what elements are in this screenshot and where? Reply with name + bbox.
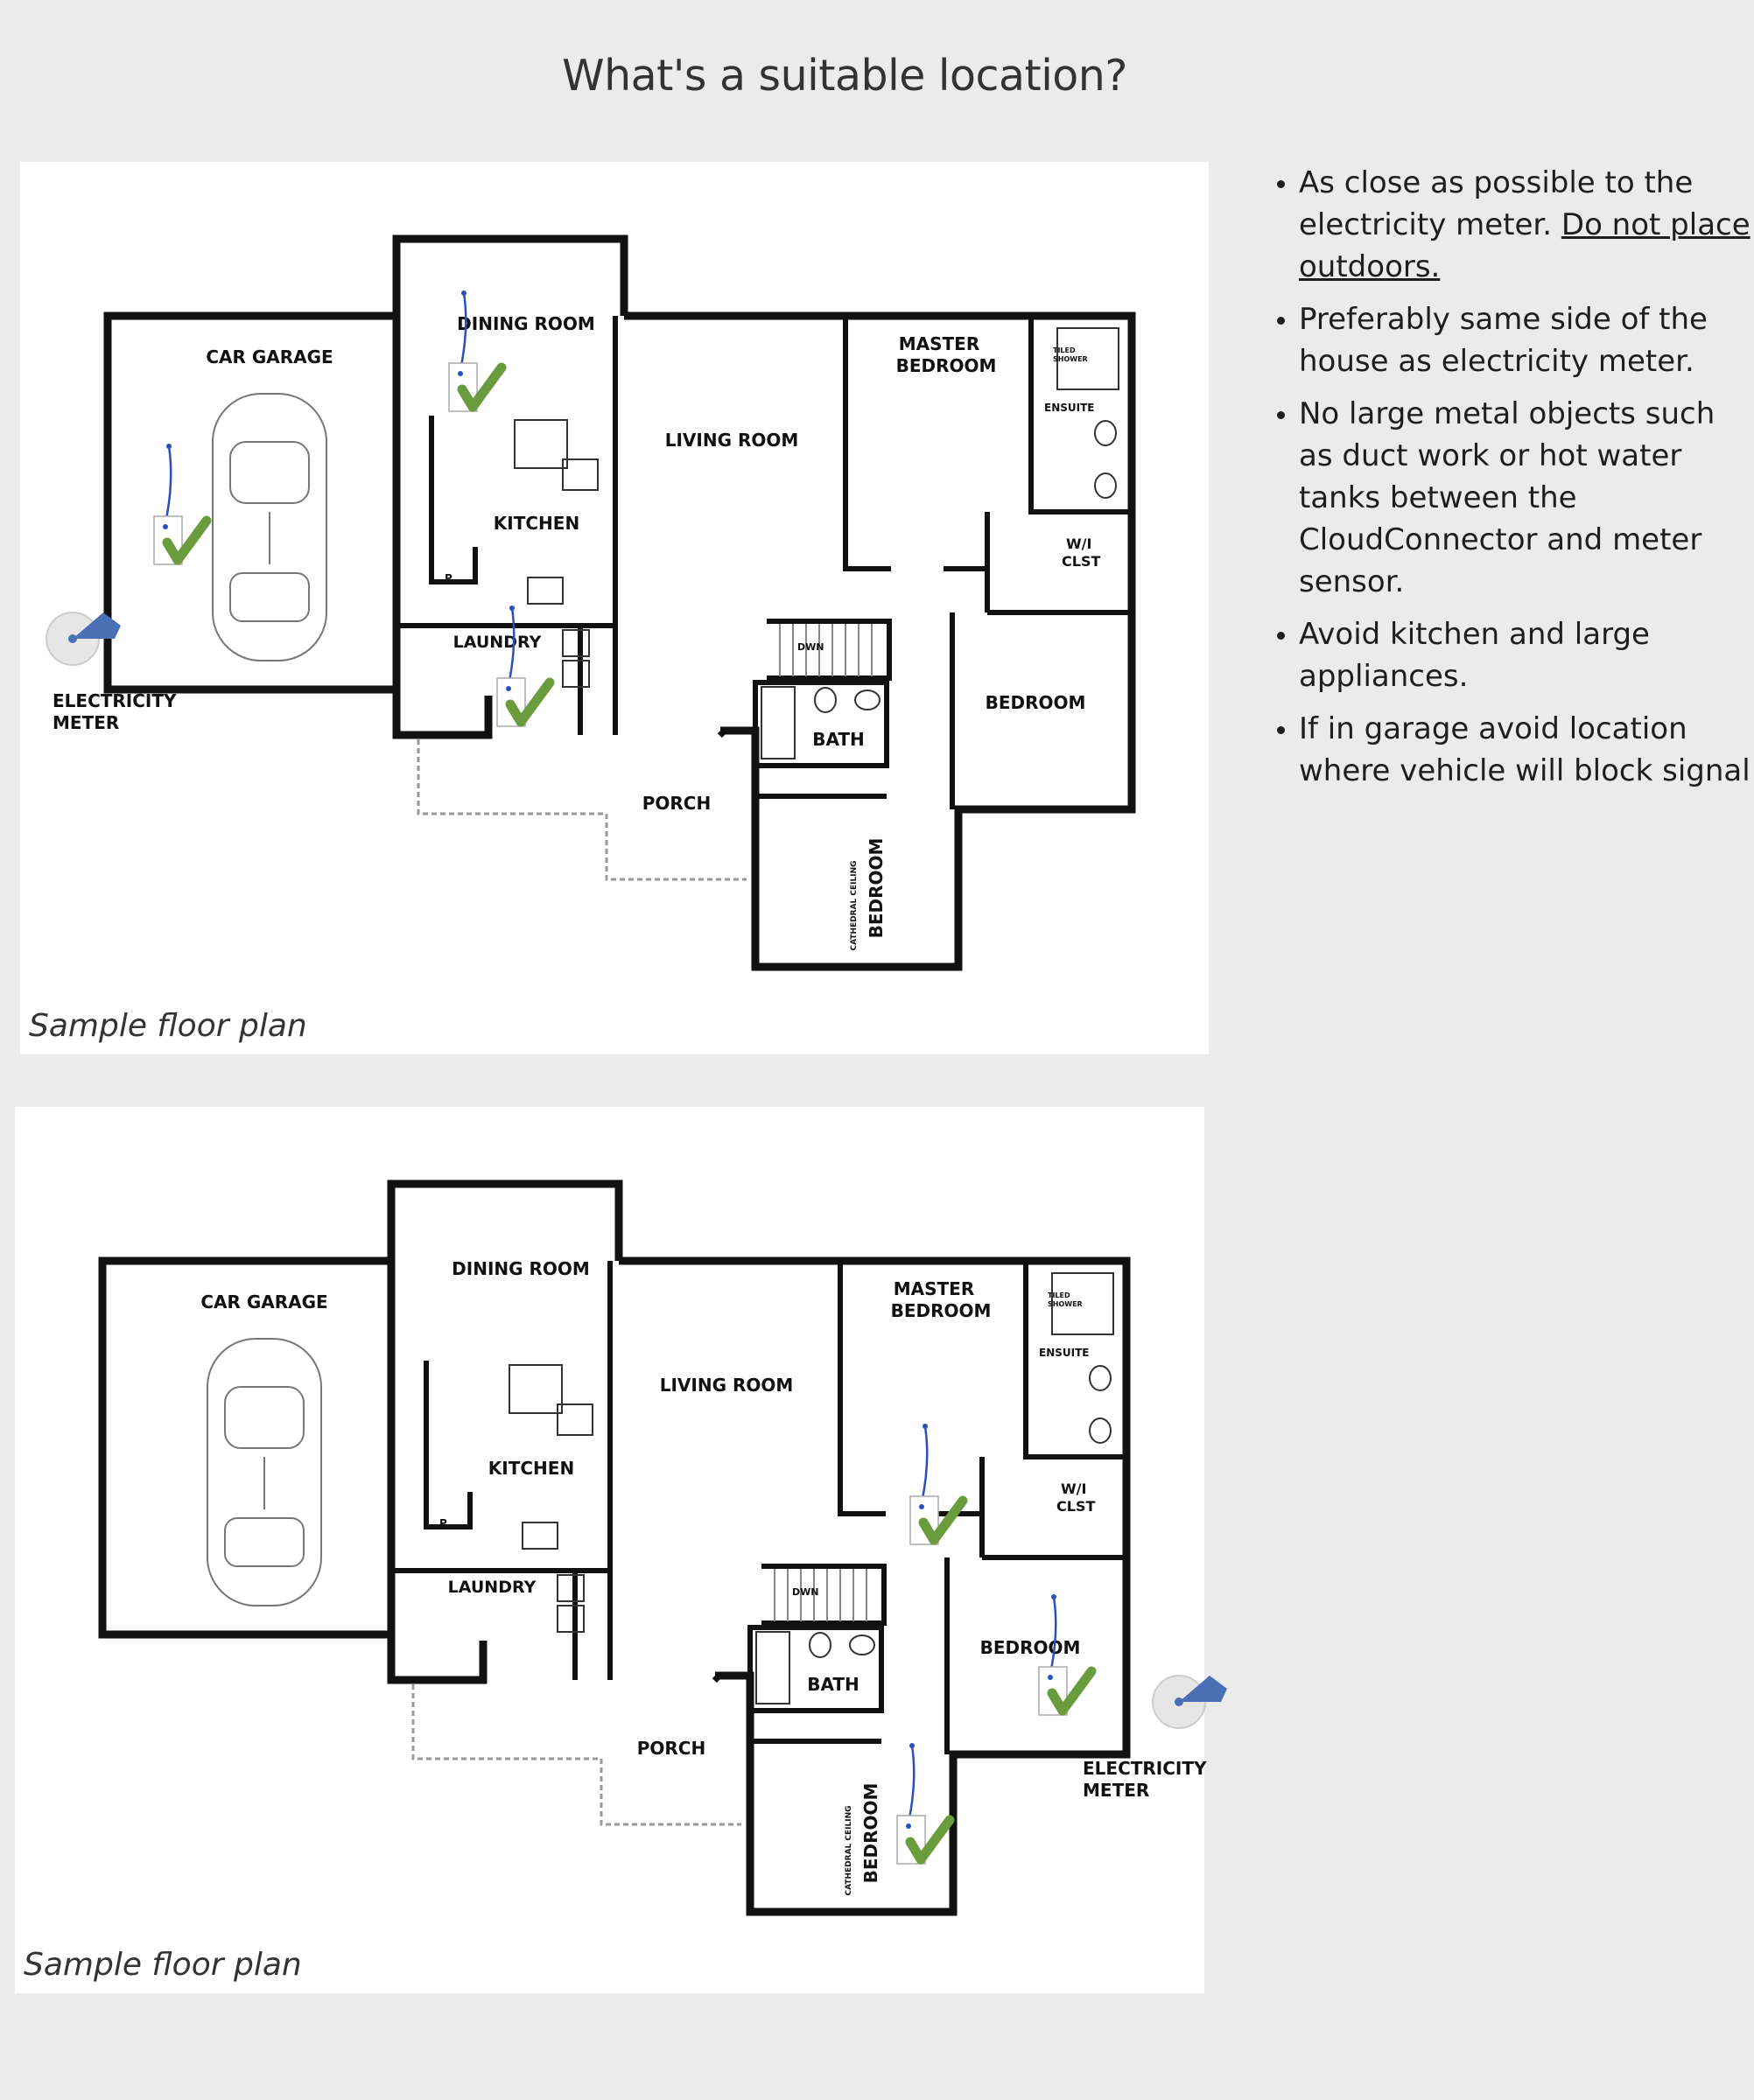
porch-side xyxy=(720,731,725,735)
label-car-garage: CAR GARAGE xyxy=(206,346,333,368)
label-kitchen: KITCHEN xyxy=(488,1458,575,1479)
label-bedroom: BEDROOM xyxy=(985,692,1086,713)
label-shower: SHOWER xyxy=(1053,355,1088,363)
tip-item-2: • Preferably same side of the house as electricity meter. xyxy=(1299,298,1754,382)
bath-walls xyxy=(755,682,887,766)
meter-label: ELECTRICITY xyxy=(53,690,177,711)
label-dwn: DWN xyxy=(792,1586,819,1598)
car-icon xyxy=(207,1339,321,1606)
kitchen-outer-wall xyxy=(391,1634,483,1680)
dining-kitchen-walls xyxy=(396,239,624,316)
meter-label: ELECTRICITY xyxy=(1083,1758,1207,1779)
plan-caption-2: Sample floor plan xyxy=(24,1947,302,1983)
label-clst: CLST xyxy=(1062,553,1101,570)
meter-label: METER xyxy=(1083,1780,1150,1801)
label-kitchen: KITCHEN xyxy=(493,513,580,534)
label-bedroom-vertical: BEDROOM xyxy=(860,1782,881,1884)
tip-item-3: • No large metal objects such as duct work or hot water tanks between the CloudConnector and meter sensor. xyxy=(1299,393,1754,603)
tip-underlined-warning: Do not place outdoors. xyxy=(1299,207,1750,284)
label-master-bedroom-2: BEDROOM xyxy=(890,1300,992,1321)
label-dwn: DWN xyxy=(797,641,824,653)
floor-plan-diagram xyxy=(15,1107,1205,1999)
label-living-room: LIVING ROOM xyxy=(659,1375,794,1396)
label-dining-room: DINING ROOM xyxy=(457,313,595,334)
dining-kitchen-walls xyxy=(391,1184,619,1261)
label-clst: CLST xyxy=(1056,1498,1096,1515)
counter xyxy=(426,1361,470,1527)
stairs xyxy=(775,1569,866,1621)
electricity-meter-icon xyxy=(1153,1676,1227,1728)
stairs xyxy=(780,624,872,676)
sensor-wire-icon xyxy=(1050,1597,1056,1674)
label-master-bedroom-2: BEDROOM xyxy=(895,355,997,376)
label-ensuite: ENSUITE xyxy=(1044,402,1095,414)
label-car-garage: CAR GARAGE xyxy=(200,1292,328,1312)
counter xyxy=(431,416,475,582)
label-shower: SHOWER xyxy=(1048,1300,1083,1308)
label-pantry: P xyxy=(445,572,453,584)
floor-plan-card-2 xyxy=(15,1107,1207,1993)
page-title: What's a suitable location? xyxy=(562,51,1127,101)
label-laundry: LAUNDRY xyxy=(447,1578,537,1597)
label-bath: BATH xyxy=(807,1674,859,1695)
suitable-location-marker xyxy=(910,1424,963,1544)
tip-item-1: • As close as possible to the electricity meter. Do not place outdoors. xyxy=(1299,162,1754,288)
sensor-wire-icon xyxy=(922,1426,927,1503)
label-wi: W/I xyxy=(1061,1480,1087,1497)
sensor-wire-icon xyxy=(165,446,171,523)
label-bath: BATH xyxy=(812,729,865,750)
interior-wall-2 xyxy=(845,316,891,569)
label-bedroom-vertical: BEDROOM xyxy=(866,837,887,939)
label-cathedral-ceiling: CATHEDRAL CEILING xyxy=(850,860,859,951)
label-porch: PORCH xyxy=(636,1738,706,1759)
tips-list xyxy=(1243,162,1754,802)
interior-wall-2 xyxy=(840,1261,886,1514)
interior-wall-4 xyxy=(1026,1261,1126,1457)
meter-label: METER xyxy=(53,712,120,733)
tip-item-4: • Avoid kitchen and large appliances. xyxy=(1299,613,1754,697)
suitable-location-marker xyxy=(154,444,207,564)
label-tiled: TILED xyxy=(1048,1292,1070,1299)
label-pantry: P xyxy=(439,1517,447,1530)
tip-item-5: • If in garage avoid location where vehicle will block signal xyxy=(1299,708,1754,792)
label-cathedral-ceiling: CATHEDRAL CEILING xyxy=(845,1805,853,1896)
label-tiled: TILED xyxy=(1053,346,1076,354)
car-icon xyxy=(213,394,326,661)
label-master-bedroom-1: MASTER xyxy=(893,1278,975,1299)
porch-side xyxy=(715,1676,719,1680)
suitable-location-marker xyxy=(449,290,502,411)
label-living-room: LIVING ROOM xyxy=(664,430,799,451)
label-ensuite: ENSUITE xyxy=(1039,1347,1090,1359)
plan-caption-1: Sample floor plan xyxy=(29,1008,307,1044)
sensor-wire-icon xyxy=(909,1746,914,1823)
label-master-bedroom-1: MASTER xyxy=(898,333,980,354)
interior-wall-4 xyxy=(1031,316,1132,512)
floor-plan-diagram xyxy=(20,162,1210,1054)
label-bedroom: BEDROOM xyxy=(979,1637,1081,1658)
floor-plan-card-1 xyxy=(20,162,1209,1054)
bath-walls xyxy=(750,1628,881,1711)
kitchen-outer-wall xyxy=(396,690,488,735)
suitable-location-marker xyxy=(897,1743,950,1864)
label-dining-room: DINING ROOM xyxy=(452,1258,590,1279)
label-wi: W/I xyxy=(1066,536,1092,552)
label-porch: PORCH xyxy=(642,793,712,814)
label-laundry: LAUNDRY xyxy=(453,633,542,652)
